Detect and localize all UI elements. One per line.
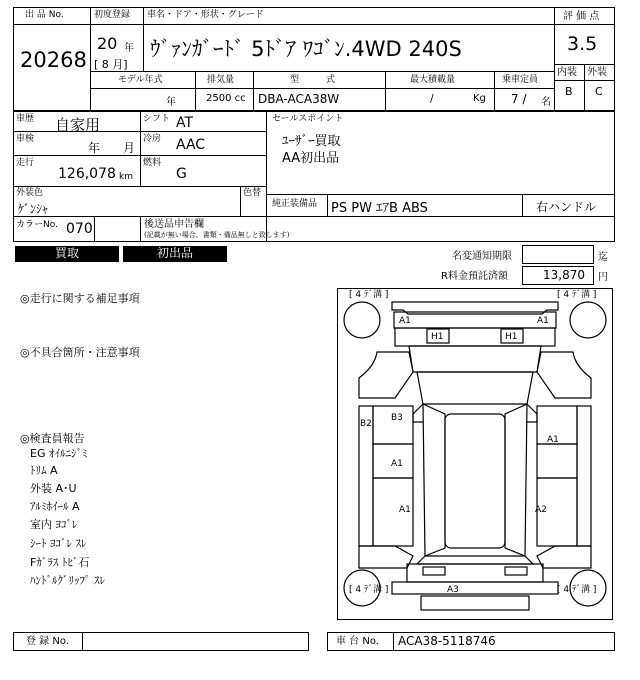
color-label: 外装色 <box>16 188 44 198</box>
score-value: 3.5 <box>567 33 598 55</box>
damage-mark: A1 <box>547 435 559 445</box>
max-load-label: 最大積載量 <box>410 75 456 85</box>
sales-label: セールスポイント <box>272 114 344 124</box>
rear-window-part <box>417 556 533 564</box>
bonnet-part <box>409 346 541 372</box>
damage-mark: A3 <box>447 585 459 595</box>
equipment-value: PS PW ｴｱB ABS <box>331 201 428 216</box>
capacity-value: 7 / <box>511 92 527 106</box>
tire-front-left <box>344 302 380 338</box>
recycle-amount: 13,870 <box>543 268 585 282</box>
displacement-value: 2500 cc <box>206 93 246 104</box>
shift-value: AT <box>176 115 194 131</box>
badge-first-listing: 初出品 <box>123 246 227 262</box>
shift-label: シフト <box>143 114 171 124</box>
defects-title: ◎不具合箇所・注意事項 <box>20 346 140 359</box>
rear-bumper-part <box>392 582 558 594</box>
score-label: 評 価 点 <box>563 11 600 22</box>
mileage-value: 126,078 <box>58 166 116 182</box>
usage-value: 自家用 <box>55 116 101 134</box>
fuel-label: 燃料 <box>143 158 162 168</box>
color-change-label: 色替 <box>243 188 262 198</box>
notice-label: 名変通知期限 <box>452 251 512 262</box>
windshield-part <box>417 372 533 404</box>
interior-grade: B <box>565 85 573 98</box>
roof-part <box>445 414 505 548</box>
vehicle-name: ｳﾞｧﾝｶﾞｰﾄﾞ 5ﾄﾞｱ ﾜｺﾞﾝ.4WD 240S <box>150 37 462 61</box>
badge-purchase: 買取 <box>15 246 119 262</box>
equipment-label: 純正装備品 <box>272 199 318 209</box>
car-condition-diagram <box>337 288 613 620</box>
aftermarket-label: 後送品申告欄 <box>144 219 204 230</box>
recycle-label: R料金預託済額 <box>441 271 508 282</box>
fuel-value: G <box>176 166 187 182</box>
inspector-line: 外装 A･U <box>30 482 77 495</box>
ac-label: 冷房 <box>143 134 162 144</box>
interior-label: 内装 <box>557 67 577 78</box>
color-no-label: カラーNo. <box>16 220 58 230</box>
tread-front-right: [ 4 ﾃﾞ溝 ] <box>557 290 597 300</box>
usage-label: 車歴 <box>16 114 35 124</box>
damage-mark: A1 <box>391 459 403 469</box>
capacity-label: 乗車定員 <box>502 75 539 85</box>
damage-mark: B2 <box>360 419 372 429</box>
steering-value: 右ハンドル <box>536 200 597 214</box>
inspector-line: 室内 ﾖｺﾞﾚ <box>30 518 78 531</box>
reg-month: [ 8 月] <box>94 58 128 71</box>
type-label: 型 式 <box>290 75 336 85</box>
lot-label: 出 品 No. <box>25 10 64 20</box>
front-grille-part <box>395 328 555 346</box>
inspection-year-unit: 年 <box>88 141 101 155</box>
damage-mark: B3 <box>391 413 403 423</box>
vehicle-label: 車名・ドア・形状・グレード <box>147 10 264 20</box>
front-door-left <box>373 406 413 444</box>
inspector-line: EG ｵｲﾙﾆｼﾞﾐ <box>30 447 88 460</box>
reg-no-label: 登 録 No. <box>26 636 69 647</box>
tread-rear-right: [ 4 ﾃﾞ溝 ] <box>557 585 597 595</box>
first-reg-label: 初度登録 <box>94 10 131 20</box>
notice-box <box>522 245 594 264</box>
load-unit: Kg <box>473 93 486 104</box>
inspection-month-unit: 月 <box>123 141 136 155</box>
inspector-line: ﾊﾝﾄﾞﾙｸﾞﾘｯﾌﾟ ｽﾚ <box>30 574 105 587</box>
side-sill-right <box>577 406 591 546</box>
load-slash: / <box>430 92 434 105</box>
mileage-label: 走行 <box>16 158 35 168</box>
rear-door-right <box>537 444 577 478</box>
tire-front-right <box>570 302 606 338</box>
exterior-grade: C <box>595 85 603 98</box>
notice-unit: 迄 <box>598 252 608 263</box>
displacement-label: 排気量 <box>207 75 235 85</box>
model-year-unit: 年 <box>166 97 176 108</box>
damage-mark: A1 <box>399 505 411 515</box>
inspector-line: ﾄﾘﾑ A <box>30 464 58 477</box>
reg-year: 20 <box>97 34 118 53</box>
sales-line-2: AA初出品 <box>282 151 340 166</box>
color-value: ｹﾞﾝｼｬ <box>18 202 49 216</box>
model-year-label: モデル年式 <box>118 75 163 85</box>
damage-mark: A2 <box>535 505 547 515</box>
damage-mark: A1 <box>399 316 411 326</box>
color-no-value: 070 <box>66 221 93 237</box>
running-remarks-title: ◎走行に関する補足事項 <box>20 292 140 305</box>
exterior-label: 外装 <box>587 67 607 78</box>
capacity-unit: 名 <box>541 97 551 108</box>
model-code: DBA-ACA38W <box>258 92 340 106</box>
tread-rear-left: [ 4 ﾃﾞ溝 ] <box>349 585 389 595</box>
recycle-unit: 円 <box>598 272 608 283</box>
damage-mark: H1 <box>505 332 518 342</box>
front-fender-right <box>537 352 591 398</box>
inspector-title: ◎検査員報告 <box>20 432 85 445</box>
chassis-label: 車 台 No. <box>336 636 379 647</box>
aftermarket-note: (記載が無い場合、書類・備品無しと致します) <box>144 231 290 239</box>
inspector-line: Fｶﾞﾗｽ ﾄﾋﾞ石 <box>30 556 90 569</box>
inspector-line: ｱﾙﾐﾎｲｰﾙ A <box>30 500 80 513</box>
tread-front-left: [ 4 ﾃﾞ溝 ] <box>349 290 389 300</box>
front-fender-left <box>359 352 413 398</box>
sales-line-1: ﾕｰｻﾞｰ買取 <box>282 134 341 149</box>
inspector-line: ｼｰﾄ ﾖｺﾞﾚ ｽﾚ <box>30 537 87 550</box>
lot-number: 20268 <box>20 48 87 72</box>
reg-year-unit: 年 <box>124 43 134 54</box>
damage-mark: A1 <box>537 316 549 326</box>
damage-mark: H1 <box>431 332 444 342</box>
ac-value: AAC <box>176 137 206 153</box>
inspection-label: 車検 <box>16 134 35 144</box>
chassis-value: ACA38-5118746 <box>398 634 496 648</box>
mileage-unit: km <box>119 172 133 182</box>
